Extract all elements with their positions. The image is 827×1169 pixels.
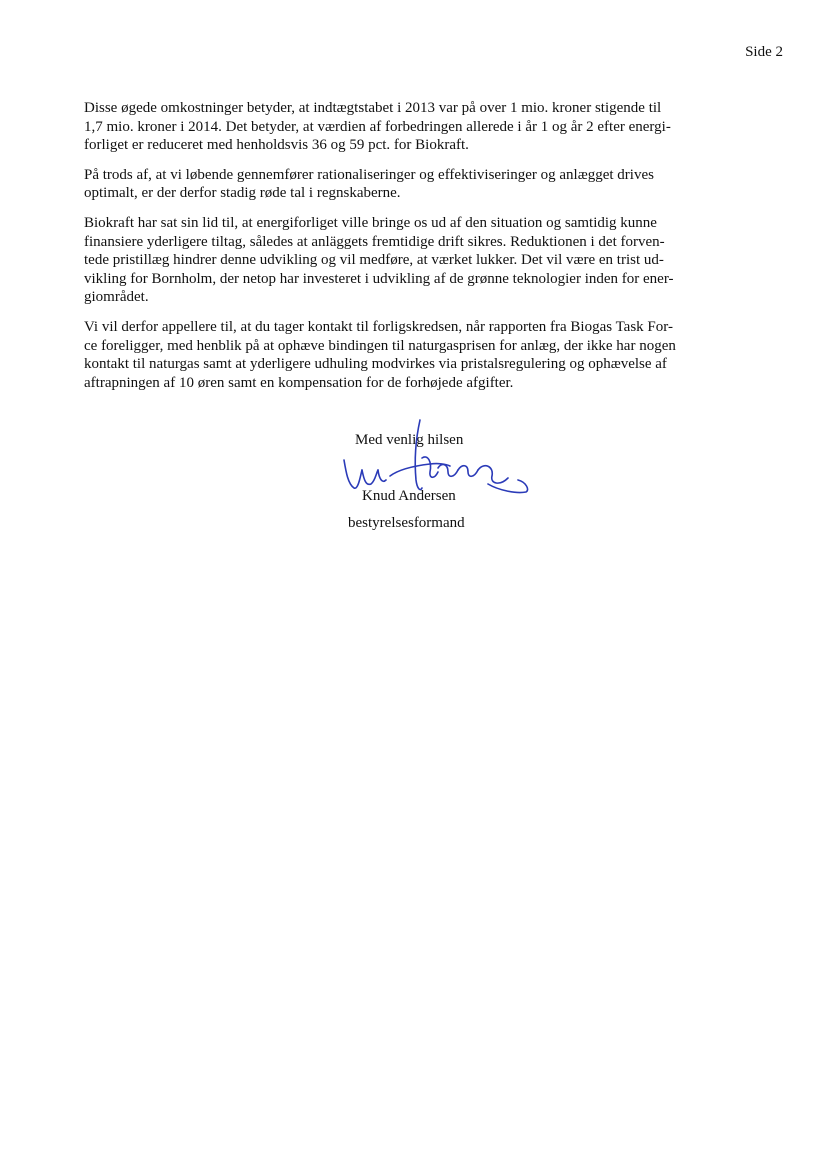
paragraph-line: På trods af, at vi løbende gennemfører rationaliseringer og effektiviseringer og anlægget drives bbox=[84, 166, 654, 183]
paragraph-line: tede pristillæg hindrer denne udvikling og vil medføre, at værket lukker. Det vil være en trist ud- bbox=[84, 252, 664, 269]
signature-stroke bbox=[422, 457, 438, 477]
signature-stroke bbox=[362, 470, 378, 484]
letter-body bbox=[84, 99, 746, 403]
paragraph-line: ce foreligger, med henblik på at ophæve bindingen til naturgasprisen for anlæg, der ikke har nogen bbox=[84, 337, 676, 354]
paragraph-1 bbox=[84, 99, 746, 155]
paragraph-line: Disse øgede omkostninger betyder, at indtægtstabet i 2013 var på over 1 mio. kroner stigende til bbox=[84, 100, 662, 116]
signature-stroke bbox=[390, 464, 450, 476]
signature-stroke bbox=[378, 470, 386, 481]
paragraph-line: Biokraft har sat sin lid til, at energiforliget ville bringe os ud af den situation og samtidig kunne bbox=[84, 214, 657, 231]
paragraph-line: forliget er reduceret med henholdsvis 36 og 59 pct. for Biokraft. bbox=[84, 137, 469, 154]
paragraph-4 bbox=[84, 318, 746, 392]
signature-stroke bbox=[438, 465, 458, 477]
page-number: Side 2 bbox=[745, 44, 783, 60]
signer-name: Knud Andersen bbox=[362, 488, 456, 504]
paragraph-line: Vi vil derfor appellere til, at du tager kontakt til forligskredsen, når rapporten fra Biogas Task For- bbox=[84, 318, 673, 335]
paragraph-line: giområdet. bbox=[84, 289, 149, 306]
paragraph-line: aftrapningen af 10 øren samt en kompensation for de forhøjede afgifter. bbox=[84, 374, 514, 391]
closing-greeting: Med venlig hilsen bbox=[355, 432, 464, 448]
paragraph-2 bbox=[84, 166, 746, 203]
paragraph-line: finansiere yderligere tiltag, således at anläggets fremtidige drift sikres. Reduktionen i det forven- bbox=[84, 233, 665, 250]
signature-stroke bbox=[478, 466, 508, 483]
paragraph-line: vikling for Bornholm, der netop har investeret i udvikling af de grønne teknologier inden for ener- bbox=[84, 270, 674, 287]
signature-stroke bbox=[458, 466, 478, 477]
paragraph-3 bbox=[84, 214, 746, 307]
signer-title: bestyrelsesformand bbox=[348, 515, 465, 531]
paragraph-line: optimalt, er der derfor stadig røde tal i regnskaberne. bbox=[84, 185, 401, 202]
signature-stroke bbox=[344, 460, 362, 488]
paragraph-line: 1,7 mio. kroner i 2014. Det betyder, at værdien af forbedringen allerede i år 1 og år 2 efter energi- bbox=[84, 118, 671, 135]
signature-stroke bbox=[488, 480, 528, 493]
paragraph-line: kontakt til naturgas samt at yderligere udhuling modvirkes via pristalsregulering og ophævelse af bbox=[84, 356, 667, 373]
